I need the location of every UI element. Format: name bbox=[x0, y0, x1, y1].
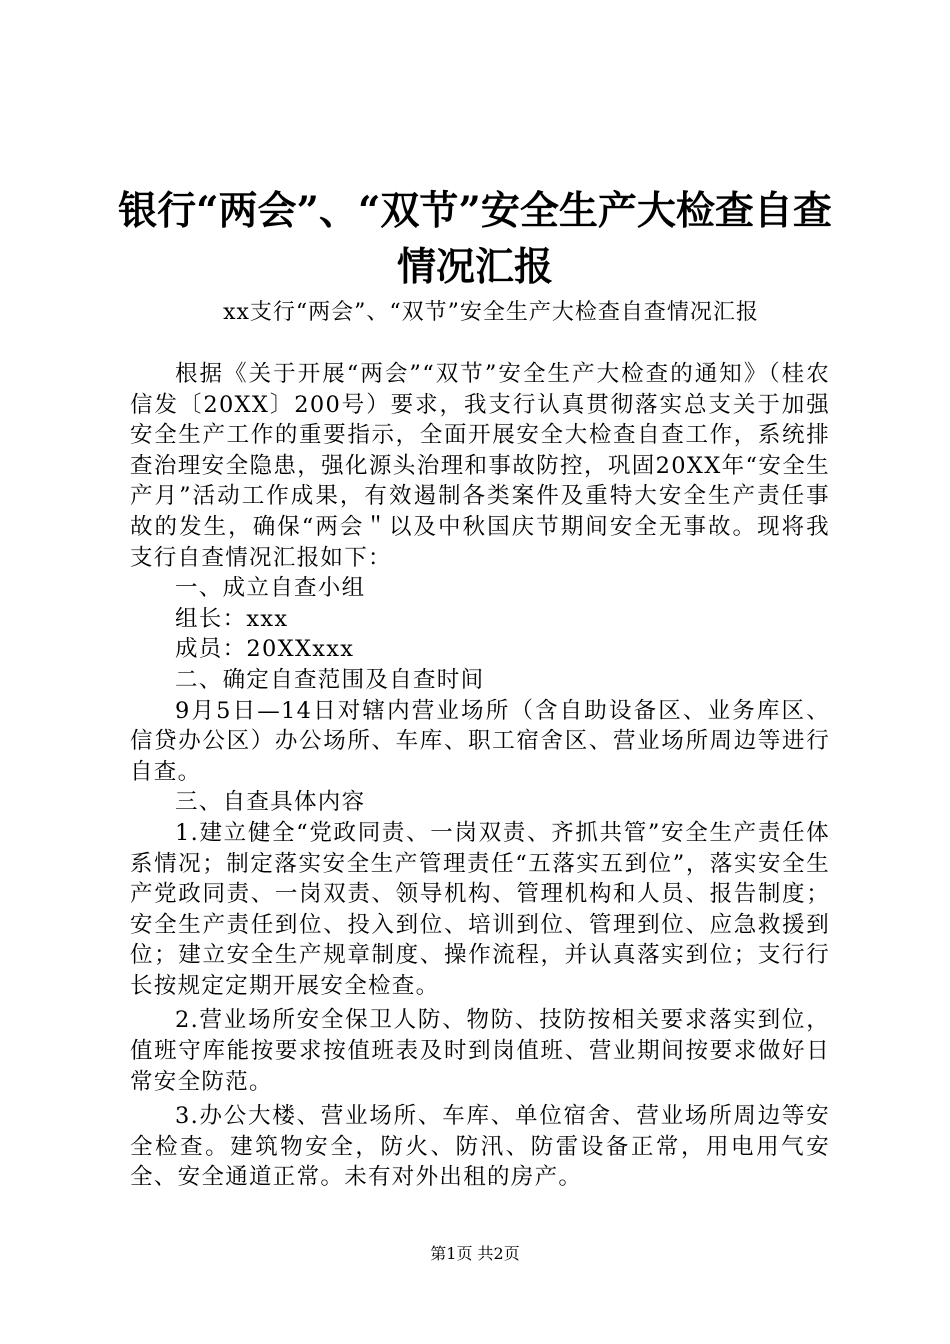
team-leader-line: 组长：xxx bbox=[175, 605, 289, 632]
paragraph-item-1: 1.建立健全“党政同责、一岗双责、齐抓共管”安全生产责任体系情况；制定落实安全生产管理责任“五落实五到位”，落实安全生产党政同责、一岗双责、领导机构、管理机构和人员、报告制度；安全生产责任到位、投入到位、培训到位、管理到位、应急救援到位；建立安全生产规章制度、操作流程，并认真落实到位；支行行长按规定定期开展安全检查。 bbox=[130, 819, 830, 999]
paragraph-item-3: 3.办公大楼、营业场所、车库、单位宿舍、营业场所周边等安全检查。建筑物安全，防火、防汛、防雷设备正常，用电用气安全、安全通道正常。未有对外出租的房产。 bbox=[130, 1103, 830, 1191]
page-footer: 第1页 共2页 bbox=[430, 1244, 520, 1263]
team-members-line: 成员：20XXxxx bbox=[175, 636, 355, 663]
paragraph-intro: 根据《关于开展“两会”“双节”安全生产大检查的通知》（桂农信发〔20XX〕200号）要求，我支行认真贯彻落实总支关于加强安全生产工作的重要指示，全面开展安全大检查自查工作，系统排查治理安全隐患，强化源头治理和事故防控，巩固20XX年“安全生产月”活动工作成果，有效遏制各类案件及重特大安全生产责任事故的发生，确保“两会＂以及中秋国庆节期间安全无事故。现将我支行自查情况汇报如下： bbox=[130, 361, 830, 571]
paragraph-scope: 9月5日—14日对辖内营业场所（含自助设备区、业务库区、信贷办公区）办公场所、车库、职工宿舍区、营业场所周边等进行自查。 bbox=[130, 697, 830, 785]
document-title-line2: 情况汇报 bbox=[396, 244, 553, 290]
document-title-line1: 银行“两会”、“双节”安全生产大检查自查 bbox=[118, 188, 832, 234]
document-body bbox=[130, 359, 830, 1193]
document-subtitle: xx支行“两会”、“双节”安全生产大检查自查情况汇报 bbox=[223, 300, 759, 325]
section-heading-2: 二、确定自查范围及自查时间 bbox=[175, 666, 485, 693]
section-heading-1: 一、成立自查小组 bbox=[175, 575, 366, 602]
paragraph-item-2: 2.营业场所安全保卫人防、物防、技防按相关要求落实到位，值班守库能按要求按值班表及时到岗值班、营业期间按要求做好日常安全防范。 bbox=[130, 1007, 830, 1095]
section-heading-3: 三、自查具体内容 bbox=[175, 789, 366, 816]
